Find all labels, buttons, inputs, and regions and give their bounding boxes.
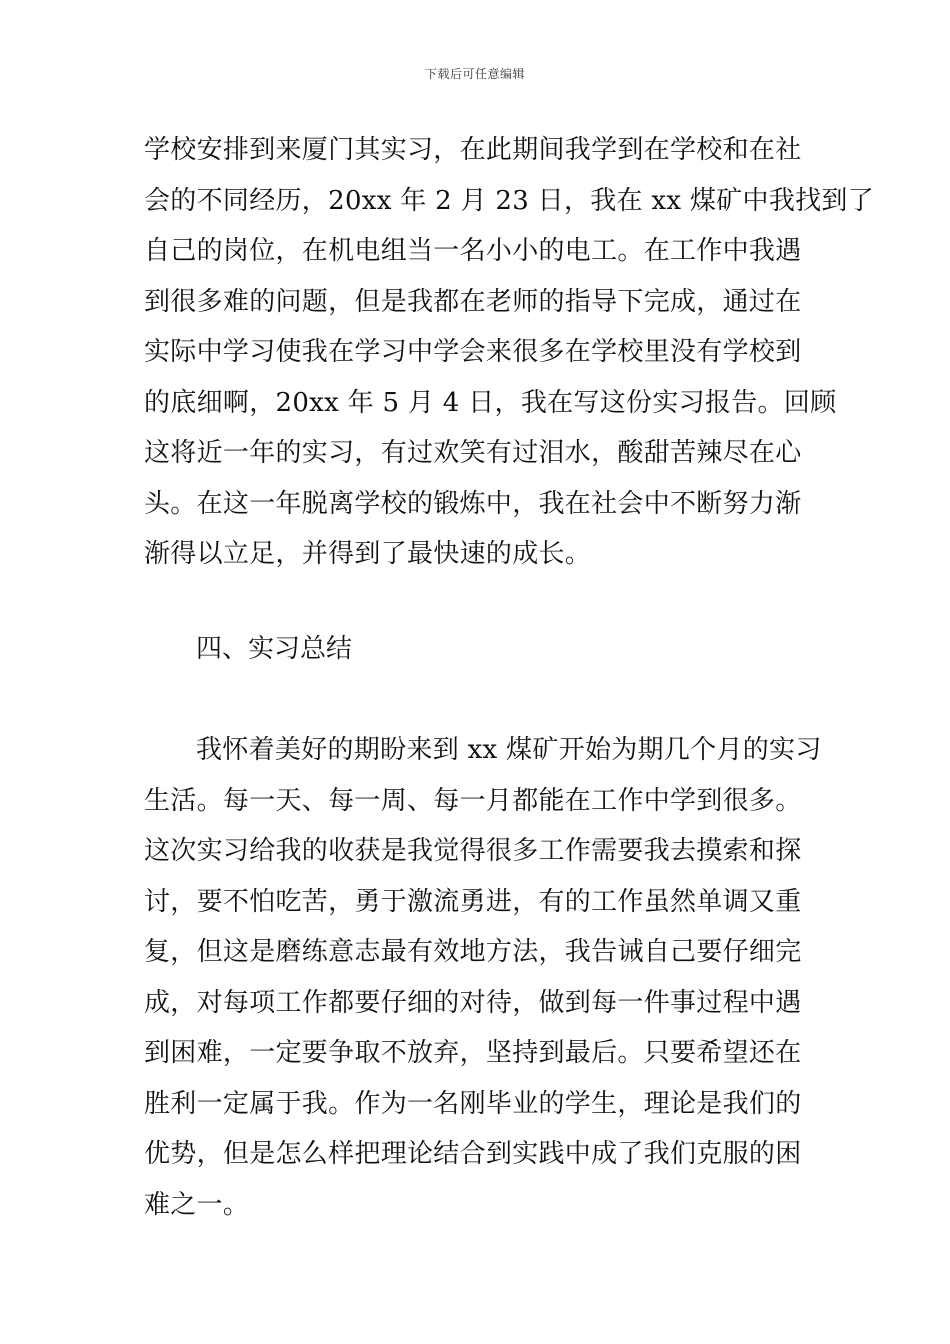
paragraph-internship-summary — [144, 725, 822, 1230]
paragraph-line: 到很多难的问题，但是我都在老师的指导下完成，通过在 — [144, 286, 802, 317]
paragraph-line: 这次实习给我的收获是我觉得很多工作需要我去摸索和探 — [144, 836, 802, 866]
paragraph-line: 会的不同经历，20xx 年 2 月 23 日，我在 xx 煤矿中我找到了 — [144, 185, 875, 216]
section-heading: 四、实习总结 — [196, 634, 353, 664]
paragraph-line: 到困难，一定要争取不放弃，坚持到最后。只要希望还在 — [144, 1038, 802, 1068]
paragraph-line: 的底细啊，20xx 年 5 月 4 日，我在写这份实习报告。回顾 — [144, 387, 837, 418]
paragraph-line: 我怀着美好的期盼来到 xx 煤矿开始为期几个月的实习 — [196, 735, 822, 765]
paragraph-line: 生活。每一天、每一周、每一月都能在工作中学到很多。 — [144, 785, 802, 816]
header-note: 下载后可任意编辑 — [424, 67, 525, 81]
paragraph-line: 渐得以立足，并得到了最快速的成长。 — [144, 539, 592, 569]
paragraph-line: 难之一。 — [144, 1189, 250, 1220]
paragraph-line: 头。在这一年脱离学校的锻炼中，我在社会中不断努力渐 — [144, 488, 802, 519]
paragraph-line: 优势，但是怎么样把理论结合到实践中成了我们克服的困 — [144, 1139, 802, 1169]
paragraph-line: 胜利一定属于我。作为一名刚毕业的学生，理论是我们的 — [144, 1088, 802, 1119]
paragraph-line: 这将近一年的实习，有过欢笑有过泪水，酸甜苦辣尽在心 — [144, 438, 802, 468]
paragraph-line: 讨，要不怕吃苦，勇于激流勇进，有的工作虽然单调又重 — [144, 886, 802, 917]
paragraph-line: 学校安排到来厦门其实习，在此期间我学到在学校和在社 — [144, 135, 802, 165]
paragraph-line: 实际中学习使我在学习中学会来很多在学校里没有学校到 — [144, 337, 802, 367]
paragraph-internship-experience — [144, 125, 875, 580]
paragraph-line: 复，但这是磨练意志最有效地方法，我告诫自己要仔细完 — [144, 937, 802, 967]
paragraph-line: 自己的岗位，在机电组当一名小小的电工。在工作中我遇 — [144, 236, 802, 266]
paragraph-line: 成，对每项工作都要仔细的对待，做到每一件事过程中遇 — [144, 987, 802, 1018]
